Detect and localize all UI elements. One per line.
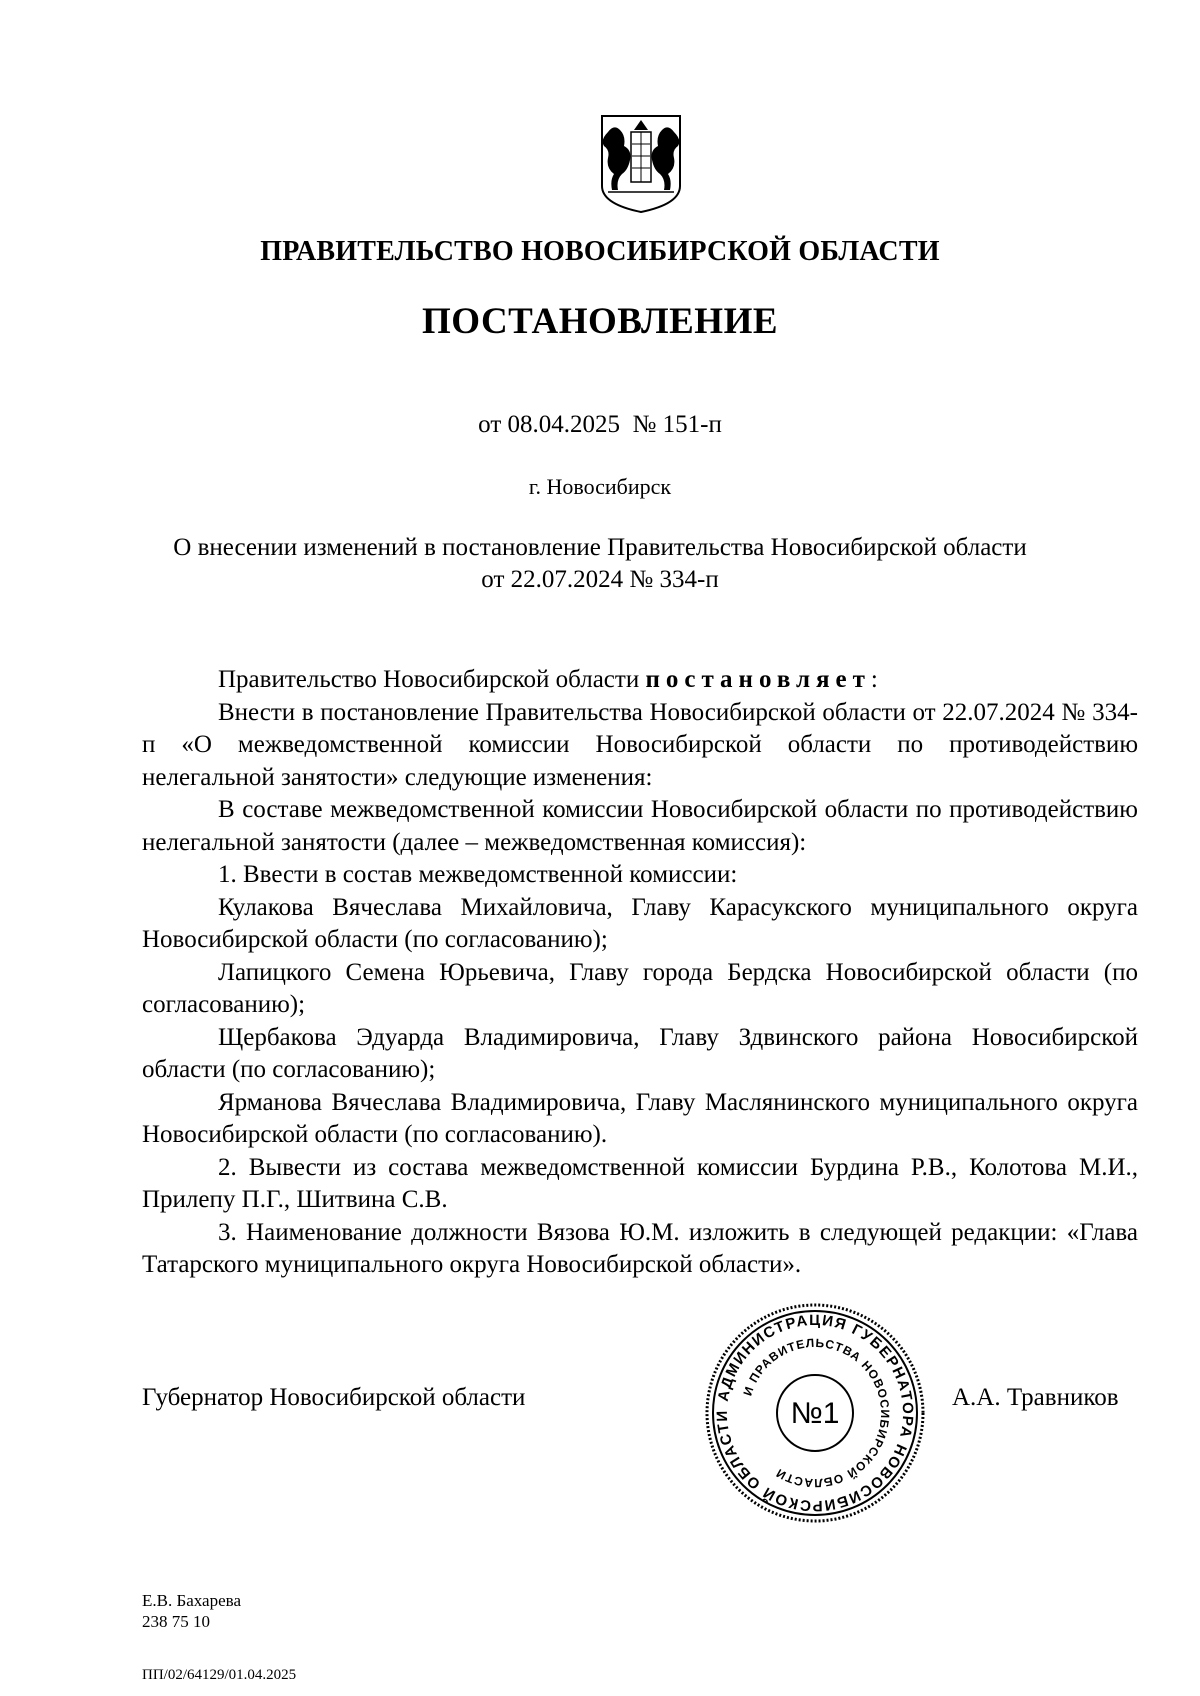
body-paragraph: Кулакова Вячеслава Михайловича, Главу Карасукского муниципального округа Новосибирской области (по согласованию); xyxy=(142,893,1138,953)
stamp-inner-text: И ПРАВИТЕЛЬСТВА НОВОСИБИРСКОЙ ОБЛАСТИ xyxy=(740,1335,893,1491)
subject-line-1: О внесении изменений в постановление Правительства Новосибирской области xyxy=(173,534,1027,561)
city-line: г. Новосибирск xyxy=(528,474,672,499)
body-paragraph: Щербакова Эдуарда Владимировича, Главу Здвинского района Новосибирской области (по согласованию); xyxy=(142,1023,1138,1083)
body-paragraph: Внести в постановление Правительства Новосибирской области от 22.07.2024 № 334-п «О межведомственной комиссии Новосибирской области по противодействию нелегальной занятости» следующие изменения: xyxy=(142,698,1138,791)
executor-name: Е.В. Бахарева xyxy=(142,1591,241,1610)
body-paragraph: В составе межведомственной комиссии Новосибирской области по противодействию нелегальной занятости (далее – межведомственная комиссия): xyxy=(142,796,1138,856)
organization-title: ПРАВИТЕЛЬСТВО НОВОСИБИРСКОЙ ОБЛАСТИ xyxy=(260,236,940,267)
body-paragraph: Ярманова Вячеслава Владимировича, Главу Маслянинского муниципального округа Новосибирской области (по согласованию). xyxy=(142,1088,1138,1148)
date-and-number: от 08.04.2025 № 151-п xyxy=(478,411,722,438)
intro-paragraph xyxy=(142,664,1138,697)
intro-keyword: постановляет xyxy=(645,666,871,693)
body-paragraph: Лапицкого Семена Юрьевича, Главу города Бердска Новосибирской области (по согласованию); xyxy=(142,958,1138,1018)
body-paragraph: 3. Наименование должности Вязова Ю.М. изложить в следующей редакции: «Глава Татарского муниципального округа Новосибирской области». xyxy=(142,1218,1138,1278)
executor-phone: 238 75 10 xyxy=(142,1612,210,1631)
official-seal-stamp xyxy=(703,1301,927,1525)
intro-text: Правительство Новосибирской области xyxy=(218,666,640,693)
registration-number: ПП/02/64129/01.04.2025 xyxy=(142,1667,297,1683)
document-body xyxy=(142,664,1138,1282)
intro-colon: : xyxy=(870,666,878,693)
coat-of-arms-emblem xyxy=(598,112,684,216)
document-type-heading: ПОСТАНОВЛЕНИЕ xyxy=(421,301,779,342)
stamp-outer-text: АДМИНИСТРАЦИЯ ГУБЕРНАТОРА НОВОСИБИРСКОЙ ОБЛАСТИ xyxy=(713,1311,917,1515)
executor-block xyxy=(142,1590,241,1632)
signatory-name: А.А. Травников xyxy=(952,1384,1119,1411)
stamp-center-text: №1 xyxy=(790,1397,840,1430)
body-paragraph: 1. Ввести в состав межведомственной комиссии: xyxy=(218,861,738,888)
subject-line-2: от 22.07.2024 № 334-п xyxy=(481,566,719,593)
body-paragraph: 2. Вывести из состава межведомственной комиссии Бурдина Р.В., Колотова М.И., Прилепу П.Г., Шитвина С.В. xyxy=(142,1153,1138,1213)
signatory-position: Губернатор Новосибирской области xyxy=(142,1384,526,1411)
document-subject xyxy=(0,532,1200,596)
